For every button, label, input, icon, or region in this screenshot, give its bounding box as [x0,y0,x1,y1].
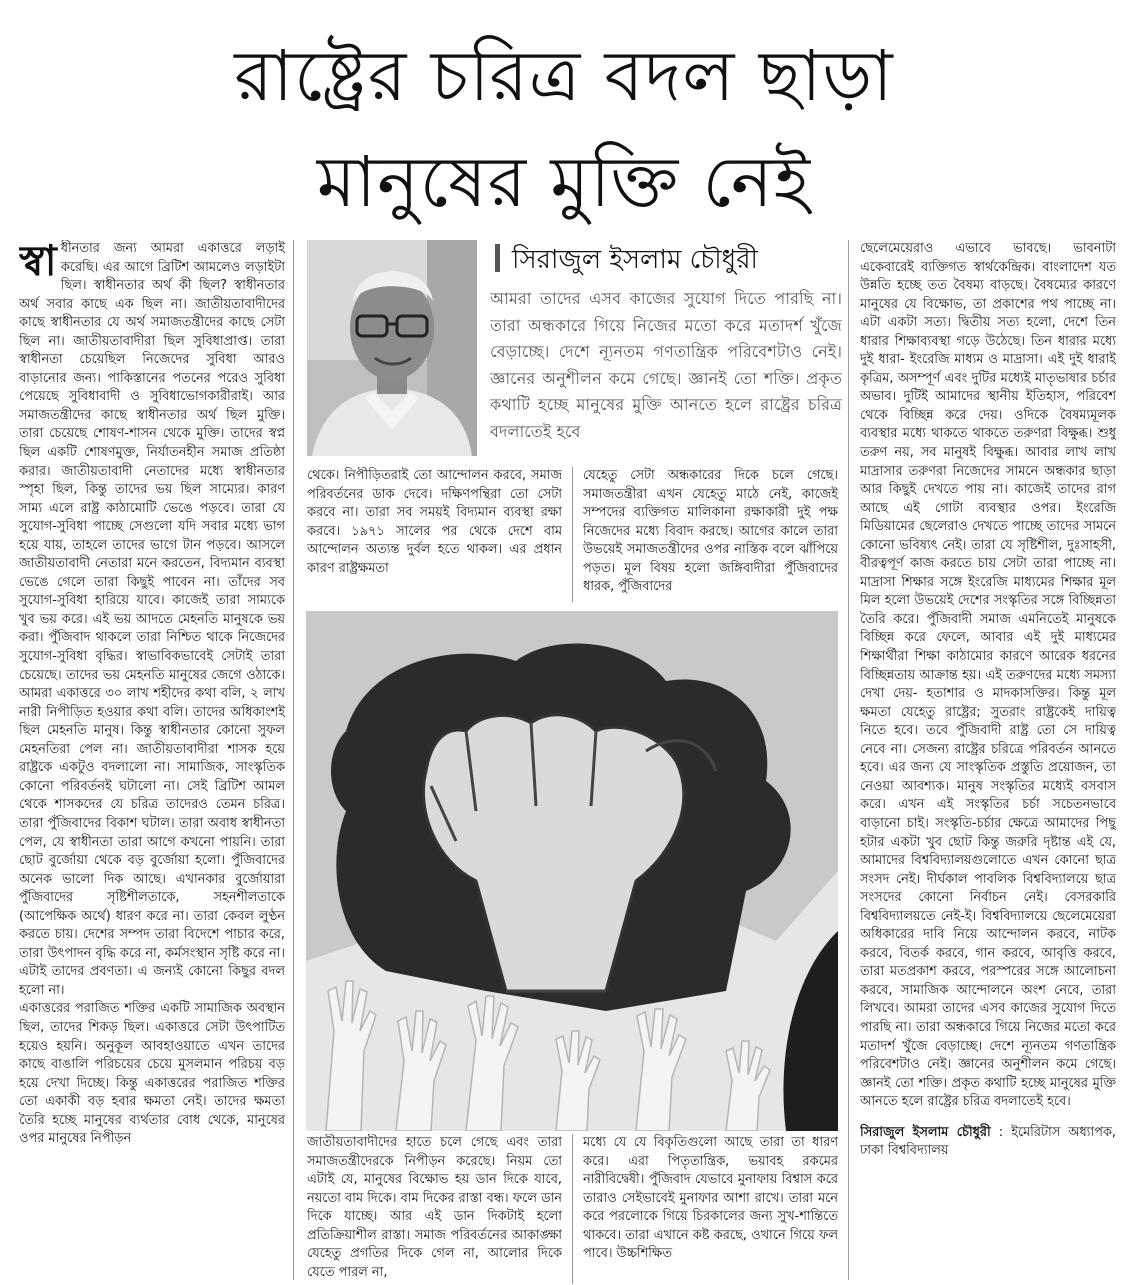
headline-line-1: রাষ্ট্রের চরিত্র বদল ছাড়া [234,35,894,117]
column-divider-1 [293,240,294,1280]
drop-cap: স্বা [19,240,57,285]
signature-title: : ইমেরিটাস অধ্যাপক, ঢাকা বিশ্ববিদ্যালয় [860,1124,1116,1159]
column-1-paragraph-1 [19,240,285,1000]
raised-fist-illustration [306,611,838,1131]
column-4 [860,240,1116,1280]
author-signature [860,1124,1116,1161]
byline [495,240,845,280]
column-3-bottom: মধ্যে যে যে বিকৃতিগুলো আছে তারা তা ধারণ করে। এরা পিতৃতান্ত্রিক, ভয়াবহ রকমের নারীবিদ্বেষী। পুঁজিবাদ যেভাবে মুনাফায় বিশ্বাস করে তারাও সেইভাবেই মুনাফার আশা রাখে। তারা মনে করে পরলোকে গিয়ে চিরকালের জন্য সুখ-শান্তিতে থাকবে। তারা এখানে কষ্ট করছে, ওখানে গিয়ে ফল পাবে। উচ্চশিক্ষিত [583,1135,838,1262]
byline-bar [495,244,500,272]
column-1-text-1: ধীনতার জন্য আমরা একাত্তরে লড়াই করেছি। এর আগে ব্রিটিশ আমলেও লড়াইটা ছিল। স্বাধীনতার অর্থ কী ছিল? স্বাধীনতার অর্থ সবার কাছে এক ছিল না। জাতীয়তাবাদীদের কাছে স্বাধীনতার যে অর্থ সমাজতন্ত্রীদের কাছে সেটা ছিল না। জাতীয়তাবাদীরা ছিল সুবিধাপ্রাপ্ত। তারা স্বাধীনতা চেয়েছিল নিজেদের সুবিধা আরও বাড়ানোর জন্য। পাকিস্তানের পতনের পরেও সুবিধা পেয়েছে সুবিধাবাদী ও সুবিধাভোগকারীরাই। আর সমাজতন্ত্রীদের কাছে স্বাধীনতার অর্থ ছিল মুক্তি। তারা চেয়েছে শোষণ-শাসন থেকে মুক্তি। তাদের স্বপ্ন ছিল একটি শোষণমুক্ত, নির্যাতনহীন সমাজ প্রতিষ্ঠা করার। জাতীয়তাবাদী নেতাদের মধ্যে স্বাধীনতার স্পৃহা ছিল, কিন্তু তাদের ভয় ছিল সাম্যের। কারণ সাম্য এলে রাষ্ট্র কাঠামোটি ভেঙে পড়বে। তারা যে সুযোগ-সুবিধা পাচ্ছে সেগুলো যদি সবার মধ্যে ভাগ হয়ে যায়, তাহলে তাদের ভাগে টান পড়বে। আসলে জাতীয়তাবাদী নেতারা মনে করতেন, বিদ্যমান ব্যবস্থা ভেঙে গেলে তারা কিছুই পাবেন না। তাঁদের সব সুযোগ-সুবিধা হারিয়ে যাবে। কাজেই তারা সাম্যকে খুব ভয় করে। এই ভয় আদতে মেহনতি মানুষকে ভয় করা। পুঁজিবাদ থাকলে তারা নিশ্চিত থাকে নিজেদের সুযোগ-সুবিধা বৃদ্ধির। স্বাভাবিকভাবেই সেটাই তারা চেয়েছে। তাদের ভয় মেহনতি মানুষের জেগে ওঠাকে। আমরা একাত্তরে ৩০ লাখ শহীদের কথা বলি, ২ লাখ নারী নিপীড়িত হওয়ার কথা বলি। তাদের অধিকাংশই ছিল মেহনতি মানুষ। কিন্তু স্বাধীনতার কোনো সুফল মেহনতিরা পেল না। জাতীয়তাবাদীরা শাসক হয়ে রাষ্ট্রকে একটুও বদলালো না। সামাজিক, সাংস্কৃতিক কোনো পরিবর্তনই ঘটালো না। সেই ব্রিটিশ আমল থেকে শাসকদের যে চরিত্র তাদেরও তেমন চরিত্র। তারা পুঁজিবাদের বিকাশ ঘটাল। তারা অবাধ স্বাধীনতা পেল, যে স্বাধীনতা তারা আগে কখনো পায়নি। তারা ছোট বুর্জোয়া থেকে বড় বুর্জোয়া হলো। পুঁজিবাদের অনেক ভালো দিক আছে। এখানকার বুর্জোয়ারা পুঁজিবাদের সৃষ্টিশীলতাকে, সহনশীলতাকে (আপেক্ষিক অর্থে) ধারণ করে না। তারা কেবল লুণ্ঠন করতে চায়। দেশের সম্পদ তারা বিদেশে পাচার করে, তারা উৎপাদন বৃদ্ধি করে না, কর্মসংস্থান সৃষ্টি করে না। এটাই তাদের প্রবণতা। এ জন্যই কোনো কিছুর বদল হলো না। [19,241,285,998]
column-divider-3 [848,240,849,1280]
pull-quote: আমরা তাদের এসব কাজের সুযোগ দিতে পারছি না। তারা অন্ধকারে গিয়ে নিজের মতো করে মতাদর্শ খুঁজে বেড়াচ্ছে। দেশে ন্যূনতম গণতান্ত্রিক পরিবেশটাও নেই। জ্ঞানের অনুশীলন কমে গেছে। জ্ঞানই তো শক্তি। প্রকৃত কথাটি হচ্ছে মানুষের মুক্তি আনতে হলে রাষ্ট্রের চরিত্র বদলাতেই হবে [490,289,842,441]
column-divider-2b [572,1134,573,1284]
column-3-top: যেহেতু সেটা অন্ধকারের দিকে চলে গেছে। সমাজতন্ত্রীরা এখন যেহেতু মাঠে নেই, কাজেই সম্পদের ব্যক্তিগত মালিকানা রক্ষাকারী দুই পক্ষ নিজেদের মধ্যে বিবাদ করছে। আগের কালে তারা উভয়েই সমাজতন্ত্রীদের ওপর নাস্তিক বলে ঝাঁপিয়ে পড়ত। মূল বিষয় হলো জঙ্গিবাদীরা পুঁজিবাদের ধারক, পুঁজিবাদের [583,468,838,595]
column-1-paragraph-2: একাত্তরের পরাজিত শক্তির একটি সামাজিক অবস্থান ছিল, তাদের শিকড় ছিল। একাত্তরে সেটা উৎপাটিত হয়েও হয়নি। অনুকূল আবহাওয়াতে এখন তাদের কাছে বাঙালি পরিচয়ের চেয়ে মুসলমান পরিচয় বড় হয়ে দেখা দিচ্ছে। কিন্তু একাত্তরের পরাজিত শক্তির তো একাকী বড় হবার ক্ষমতা নেই। তাদের ক্ষমতা তৈরি হচ্ছে মানুষের ব্যর্থতার বোধ থেকে, মানুষের ওপর মানুষের নিপীড়ন [19,1001,285,1147]
column-4-text: ছেলেমেয়েরাও এভাবে ভাবছে। ভাবনাটা একেবারেই ব্যক্তিগত স্বার্থকেন্দ্রিক। বাংলাদেশ যত উন্নতি হচ্ছে তত বৈষম্য বাড়ছে। বৈষম্যের কারণে মানুষের যে বিক্ষোভ, তা প্রকাশের পথ পাচ্ছে না। এটা একটা সত্য। দ্বিতীয় সত্য হলো, দেশে তিন ধারার শিক্ষাব্যবস্থা গড়ে উঠেছে। তিন ধারার মধ্যে দুই ধারা- ইংরেজি মাধ্যম ও মাদ্রাসা। এই দুই ধারাই কৃত্রিম, অসম্পূর্ণ এবং দুটির মধ্যেই মাতৃভাষার চর্চার অভাব। দুটিই আমাদের স্থানীয় ইতিহাস, পরিবেশ থেকে বিচ্ছিন্ন করে দেয়। ওদিকে বৈষম্যমূলক ব্যবস্থার মধ্যে থাকতে থাকতে তরুণরা বিক্ষুব্ধ। শুধু তরুণ নয়, সব মানুষই বিক্ষুব্ধ। আবার লাখ লাখ মাদ্রাসার তরুণরা নিজেদের সামনে অন্ধকার ছাড়া আর কিছুই দেখতে পায় না। কাজেই তাদের রাগ আছে এই গোটা ব্যবস্থার ওপর। ইংরেজি মিডিয়ামের ছেলেরাও দেখতে পাচ্ছে তাদের সামনে কোনো ভবিষ্যৎ নেই। তারা যে সৃষ্টিশীল, দুঃসাহসী, বীরত্বপূর্ণ কাজ করতে চায় সেটা তারা পাচ্ছে না। মাদ্রাসা শিক্ষার সঙ্গে ইংরেজি মাধ্যমের শিক্ষার মূল মিল হলো উভয়েই দেশের সংস্কৃতির সঙ্গে বিচ্ছিন্নতা তৈরি করে। পুঁজিবাদী সমাজ এমনিতেই মানুষকে বিচ্ছিন্ন করে ফেলে, আবার এই দুই মাধ্যমের শিক্ষার্থীরা শিক্ষা কাঠামোর কারণে আরেক ধরনের বিচ্ছিন্নতায় আক্রান্ত হয়। এই তরুণদের মধ্যে সমস্যা দেখা দেয়- হতাশার ও মাদকাসক্তির। কিন্তু মূল ক্ষমতা যেহেতু রাষ্ট্রের; সুতরাং রাষ্ট্রকেই দায়িত্ব নিতে হবে। তবে পুঁজিবাদী রাষ্ট্র তো সে দায়িত্ব নেবে না। সেজন্য রাষ্ট্রের চরিত্রে পরিবর্তন আনতে হবে। এর জন্য যে সাংস্কৃতিক প্রস্তুতি প্রয়োজন, তা নেওয়া আবশ্যক। মানুষ সংস্কৃতির মধ্যেই বসবাস করে। এখন এই সংস্কৃতির চর্চা সচেতনভাবে বাড়ানো চাই। সংস্কৃতি-চর্চার ক্ষেত্রে আমাদের পিছু হটার একটা খুব ছোট কিন্তু জরুরি দৃষ্টান্ত এই যে, আমাদের বিশ্ববিদ্যালয়গুলোতে এখন কোনো ছাত্র সংসদ নেই। দীর্ঘকাল পাবলিক বিশ্ববিদ্যালয়ে ছাত্র সংসদের কোনো নির্বাচন নেই। বেসরকারি বিশ্ববিদ্যালয়তে নেই-ই। বিশ্ববিদ্যালয়ে ছেলেমেয়েরা অধিকারের দাবি নিয়ে আন্দোলন করবে, নাটক করবে, বিতর্ক করবে, গান করবে, আবৃত্তি করবে, তারা মতপ্রকাশ করবে, পরস্পরের সঙ্গে আলোচনা করবে, সামাজিক আন্দোলনে অংশ নেবে, তারা লিখবে। আমরা তাদের এসব কাজের সুযোগ দিতে পারছি না। তারা অন্ধকারে গিয়ে নিজের মতো করে মতাদর্শ খুঁজে বেড়াচ্ছে। দেশে ন্যূনতম গণতান্ত্রিক পরিবেশটাও নেই। জ্ঞানের অনুশীলন কমে গেছে। জ্ঞানই তো শক্তি। প্রকৃত কথাটি হচ্ছে মানুষের মুক্তি আনতে হলে রাষ্ট্রের চরিত্র বদলাতেই হবে। [860,241,1116,1110]
byline-author: সিরাজুল ইসলাম চৌধুরী [512,245,758,275]
column-2-bottom: জাতীয়তাবাদীদের হাতে চলে গেছে এবং তারা সমাজতন্ত্রীদেরকে নিপীড়ন করেছে। নিয়ম তো এটাই যে, মানুষের বিক্ষোভ হয় ডান দিকে যাবে, নয়তো বাম দিকে। বাম দিকের রাস্তা বন্ধ। ফলে ডান দিকে যাচ্ছে। আর এই ডান দিকটাই হলো প্রতিক্রিয়াশীল রাস্তা। সমাজ পরিবর্তনের আকাঙ্ক্ষা যেহেতু প্রগতির দিকে গেল না, আলোর দিকে যেতে পারল না, [307,1135,562,1280]
column-divider-2 [572,467,573,602]
signature-name: সিরাজুল ইসলাম চৌধুরী [860,1124,991,1140]
author-photo [307,240,477,456]
column-2-top: থেকে। নিপীড়িতরাই তো আন্দোলন করবে, সমাজ পরিবর্তনের ডাক দেবে। দক্ষিণপন্থিরা তো সেটা করবে না। তারা সব সময়ই বিদ্যমান ব্যবস্থা রক্ষা করবে। ১৯৭১ সালের পর থেকে দেশে বাম আন্দোলন অত্যন্ত দুর্বল হতে থাকল। এর প্রধান কারণ রাষ্ট্রক্ষমতা [307,468,562,576]
headline-line-2: মানুষের মুক্তি নেই [316,141,812,223]
column-1 [19,240,285,1280]
